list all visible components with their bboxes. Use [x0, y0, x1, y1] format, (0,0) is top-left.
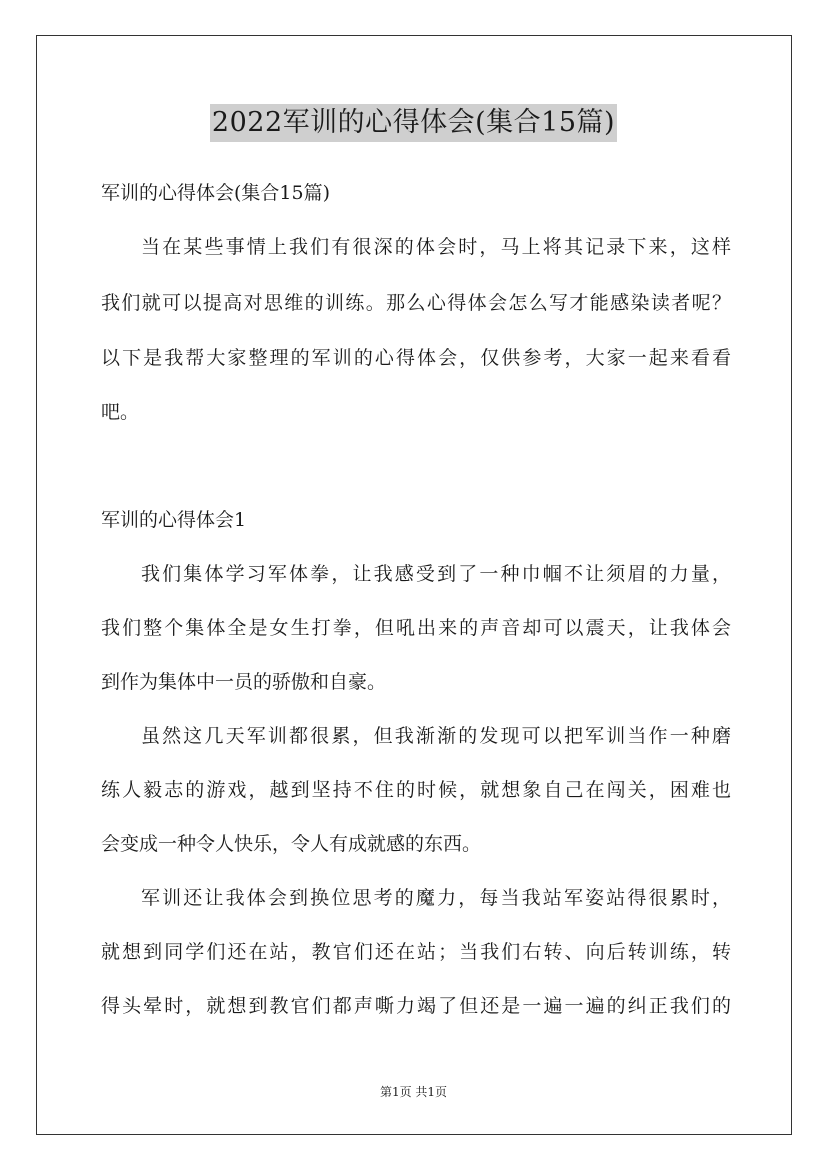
subtitle: 军训的心得体会(集合15篇)	[101, 182, 331, 204]
para1-line-1: 我们集体学习军体拳，让我感受到了一种巾帼不让须眉的力量，	[141, 563, 731, 585]
para2-line-3: 会变成一种令人快乐，令人有成就感的东西。	[101, 833, 482, 855]
para1-line-3: 到作为集体中一员的骄傲和自豪。	[101, 671, 387, 693]
page-footer: 第1页 共1页	[379, 1085, 448, 1099]
document-title: 2022军训的心得体会(集合15篇)	[210, 104, 617, 142]
para2-line-1: 虽然这几天军训都很累，但我渐渐的发现可以把军训当作一种磨	[141, 725, 731, 747]
para1-line-2: 我们整个集体全是女生打拳，但吼出来的声音却可以震天，让我体会	[101, 617, 731, 639]
intro-line-3: 以下是我帮大家整理的军训的心得体会，仅供参考，大家一起来看看	[101, 347, 731, 369]
intro-line-2: 我们就可以提高对思维的训练。那么心得体会怎么写才能感染读者呢？	[101, 292, 731, 314]
para3-line-3: 得头晕时，就想到教官们都声嘶力竭了但还是一遍一遍的纠正我们的	[101, 995, 731, 1017]
section-heading: 军训的心得体会1	[101, 509, 247, 531]
para3-line-1: 军训还让我体会到换位思考的魔力，每当我站军姿站得很累时，	[141, 887, 731, 909]
para3-line-2: 就想到同学们还在站，教官们还在站；当我们右转、向后转训练，转	[101, 941, 731, 963]
intro-line-1: 当在某些事情上我们有很深的体会时，马上将其记录下来，这样	[141, 236, 731, 258]
para2-line-2: 练人毅志的游戏，越到坚持不住的时候，就想象自己在闯关，困难也	[101, 779, 731, 801]
title-container	[0, 104, 827, 142]
intro-line-4: 吧。	[101, 401, 140, 423]
